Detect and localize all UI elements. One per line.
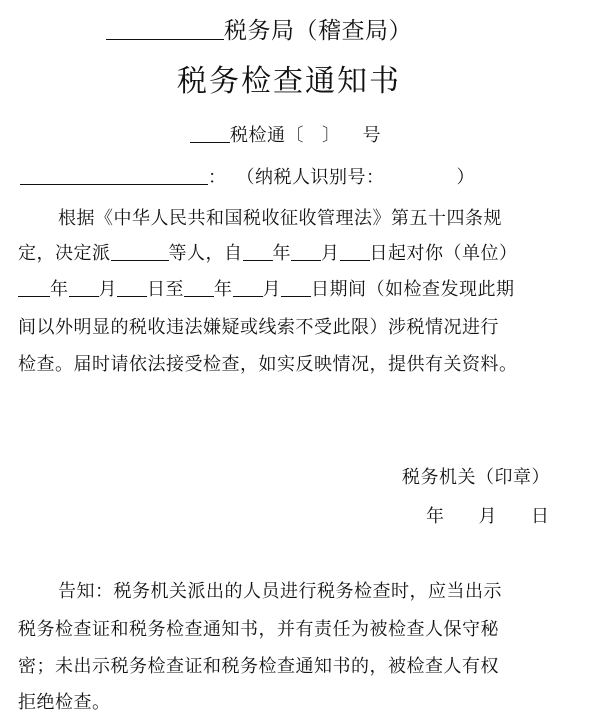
notice-line-4: 拒绝检查。: [18, 692, 111, 713]
start-month-blank: [291, 242, 321, 261]
doc-number-prefix: 税检通〔: [230, 125, 304, 146]
period-from-year-blank: [18, 278, 50, 297]
body-line-1: 根据《中华人民共和国税收征收管理法》第五十四条规: [58, 208, 502, 229]
body-line-4: 间以外明显的税收违法嫌疑或线索不受此限）涉税情况进行: [18, 317, 499, 338]
period-to-month-blank: [233, 278, 263, 297]
body-line-3: [18, 278, 515, 302]
doc-number-suffix: 号: [362, 125, 381, 146]
doc-number-mid: 〕: [322, 125, 341, 146]
signature-year: 年: [426, 506, 445, 527]
text-segment: 日至: [147, 279, 184, 300]
text-segment: 定，决定派: [18, 243, 111, 264]
taxpayer-id-close: ）: [456, 167, 475, 188]
body-line-2: [18, 242, 518, 266]
signature-date: [426, 505, 550, 529]
period-to-day-blank: [281, 278, 311, 297]
text-segment: 月: [98, 279, 117, 300]
body-line-5: 检查。届时请依法接受检查，如实反映情况，提供有关资料。: [18, 354, 518, 375]
agency-header: [106, 16, 412, 46]
document-title: 税务检查通知书: [177, 64, 401, 99]
taxpayer-name-blank: [20, 166, 208, 185]
text-segment: 月: [321, 243, 340, 264]
taxpayer-line: [20, 166, 475, 190]
taxpayer-colon: ：: [208, 167, 227, 188]
doc-number-prefix-blank: [190, 124, 230, 143]
text-segment: 年: [50, 279, 69, 300]
notice-line-3: 密；未出示税务检查证和税务检查通知书的，被检查人有权: [18, 656, 499, 677]
start-day-blank: [340, 242, 370, 261]
text-segment: 年: [214, 279, 233, 300]
signature-day: 日: [531, 506, 550, 527]
signature-month: 月: [478, 506, 497, 527]
signature-org: 税务机关（印章）: [402, 467, 550, 488]
inspector-names-blank: [111, 242, 169, 261]
text-segment: 等人，自: [168, 243, 243, 264]
taxpayer-id-label: （纳税人识别号：: [236, 167, 385, 188]
period-to-year-blank: [184, 278, 214, 297]
text-segment: 日期间（如检查发现此期: [311, 279, 515, 300]
text-segment: 年: [272, 243, 291, 264]
agency-name-label: 税务局（稽查局）: [224, 18, 412, 44]
period-from-month-blank: [69, 278, 99, 297]
text-segment: 月: [262, 279, 281, 300]
start-year-blank: [243, 242, 273, 261]
agency-name-blank: [106, 17, 224, 40]
period-from-day-blank: [117, 278, 147, 297]
notice-line-1: 告知：税务机关派出的人员进行税务检查时，应当出示: [58, 581, 502, 602]
document-number: [190, 124, 381, 148]
notice-line-2: 税务检查证和税务检查通知书，并有责任为被检查人保守秘: [18, 619, 499, 640]
text-segment: 日起对你（单位）: [369, 243, 518, 264]
